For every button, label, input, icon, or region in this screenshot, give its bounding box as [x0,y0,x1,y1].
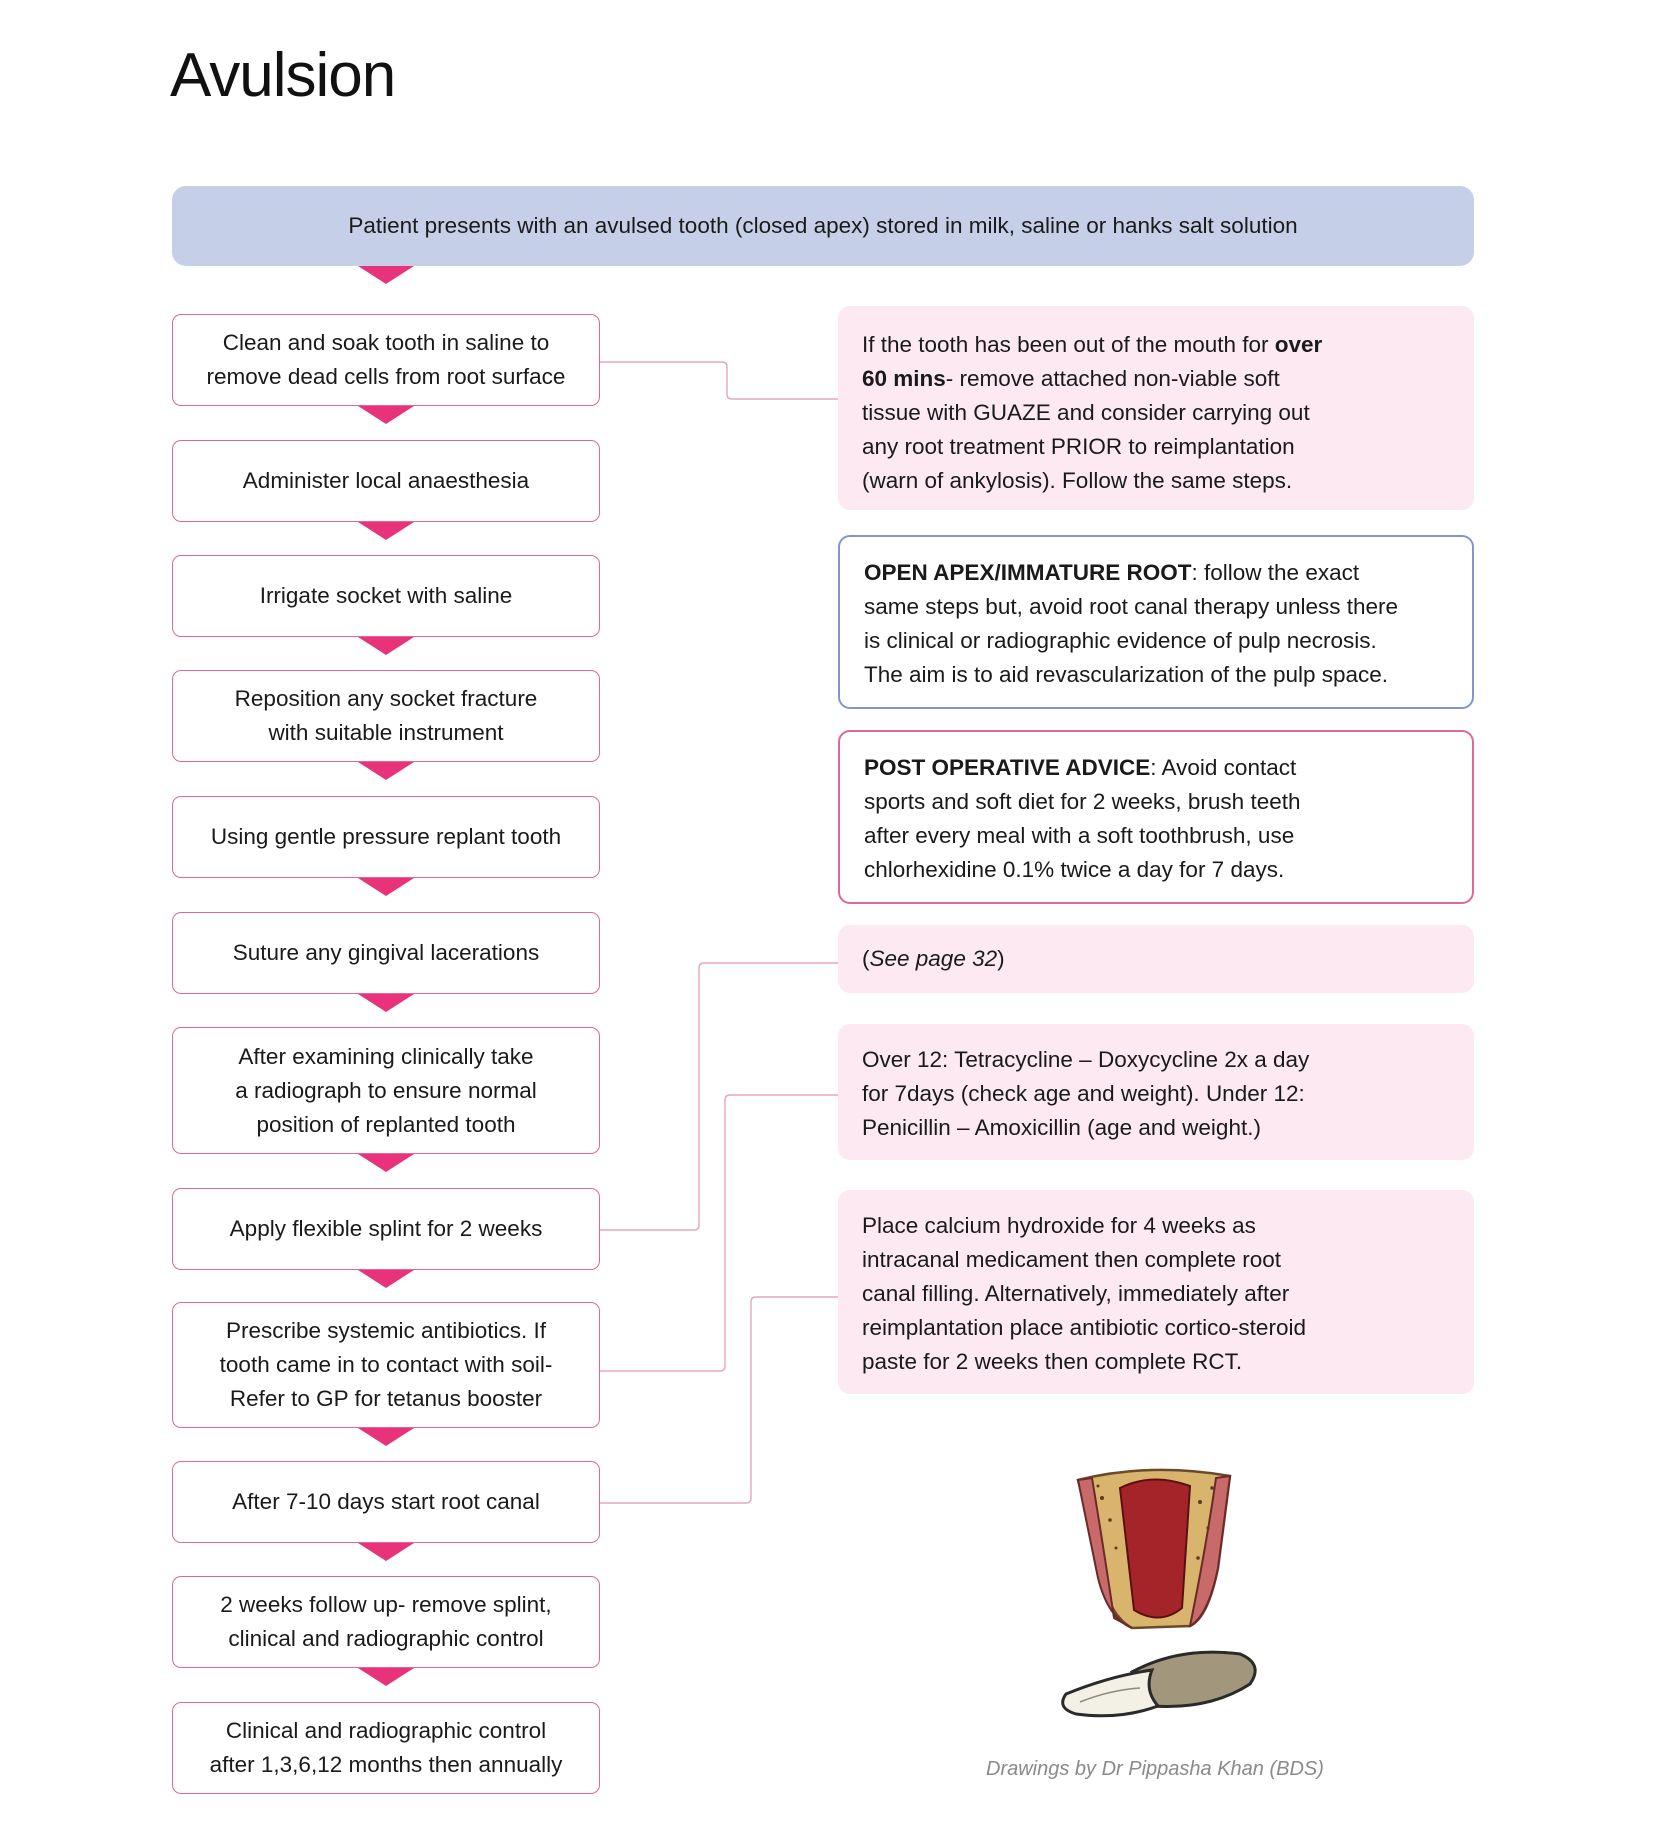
note-text: same steps but, avoid root canal therapy unless there [864,594,1399,619]
step-text: Irrigate socket with saline [259,583,513,608]
step-text: clinical and radiographic control [228,1626,544,1651]
step-text: with suitable instrument [268,720,504,745]
step-text: Suture any gingival lacerations [232,940,540,965]
step-text: tooth came in to contact with soil- [219,1352,553,1377]
connector-rootcanal-to-calcium [600,1297,838,1503]
note-post-operative-advice [838,730,1474,904]
note-text: chlorhexidine 0.1% twice a day for 7 days. [864,857,1285,882]
step-text: Clinical and radiographic control [225,1718,547,1743]
note-text: Place calcium hydroxide for 4 weeks as [862,1213,1256,1238]
step-text: position of replanted tooth [256,1111,516,1137]
note-text: Penicillin – Amoxicillin (age and weight.) [862,1115,1261,1140]
step-text: a radiograph to ensure normal [235,1077,537,1103]
note-text: after every meal with a soft toothbrush, use [864,823,1295,848]
step-text: Clean and soak tooth in saline to [222,330,550,355]
note-bold-text: 60 mins [862,366,946,391]
note-text: : Avoid contact [1150,755,1297,780]
illustration-credit: Drawings by Dr Pippasha Khan (BDS) [986,1758,1324,1780]
note-antibiotic-dosage [838,1024,1474,1160]
note-text: canal filling. Alternatively, immediately after [862,1281,1290,1306]
note-text: intracanal medicament then complete root [862,1247,1281,1272]
step-text: Reposition any socket fracture [234,686,538,711]
page-reference-link[interactable]: See page 32 [869,946,998,971]
note-bold-text: over [1274,332,1323,357]
start-banner-text: Patient presents with an avulsed tooth (closed apex) stored in milk, saline or hanks salt solution [348,213,1298,238]
step-text: After 7-10 days start root canal [232,1489,540,1514]
note-text: ( [862,946,870,971]
note-text: reimplantation place antibiotic cortico-steroid [862,1315,1306,1340]
note-text: any root treatment PRIOR to reimplantation [862,434,1295,459]
step-text: Administer local anaesthesia [242,468,530,493]
note-text: tissue with GUAZE and consider carrying out [862,400,1310,425]
note-open-apex [838,535,1474,709]
step-text: Apply flexible splint for 2 weeks [229,1216,543,1241]
step-text: After examining clinically take [238,1043,534,1069]
note-bold-text: POST OPERATIVE ADVICE [864,755,1151,780]
note-text: for 7days (check age and weight). Under 12: [862,1081,1305,1106]
note-text: If the tooth has been out of the mouth for [862,332,1275,357]
note-text: is clinical or radiographic evidence of pulp necrosis. [864,628,1377,653]
note-text: ) [997,946,1005,971]
connector-antibiotics-to-dosage [600,1095,838,1371]
page-title: Avulsion [170,41,396,110]
note-text: (warn of ankylosis). Follow the same steps. [862,468,1293,493]
avulsed-tooth-illustration [1040,1458,1270,1718]
step-text: Using gentle pressure replant tooth [210,824,562,849]
connector-clean-to-over60 [600,362,838,399]
note-over-60-mins [838,306,1474,510]
note-text: Over 12: Tetracycline – Doxycycline 2x a day [862,1047,1310,1072]
step-text: Prescribe systemic antibiotics. If [225,1318,547,1343]
step-text: 2 weeks follow up- remove splint, [220,1592,552,1617]
note-see-page [838,925,1474,993]
step-text: remove dead cells from root surface [206,364,566,389]
note-text: - remove attached non-viable soft [945,366,1280,391]
note-text: : follow the exact [1191,560,1360,585]
step-text: after 1,3,6,12 months then annually [209,1752,563,1777]
note-text: The aim is to aid revascularization of the pulp space. [864,662,1389,687]
note-text: paste for 2 weeks then complete RCT. [862,1349,1243,1374]
note-text: sports and soft diet for 2 weeks, brush teeth [864,789,1301,814]
step-text: Refer to GP for tetanus booster [229,1386,543,1411]
note-calcium-hydroxide [838,1190,1474,1394]
note-bold-text: OPEN APEX/IMMATURE ROOT [864,560,1192,585]
connector-splint-to-seepage [600,963,838,1230]
